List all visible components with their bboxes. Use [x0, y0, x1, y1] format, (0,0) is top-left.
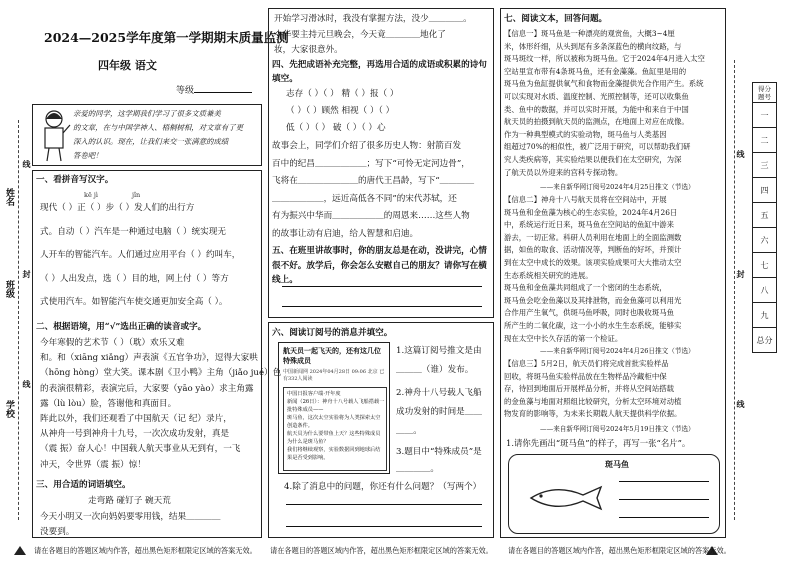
- intro-text: 亲爱的同学，这学期我们学习了很多文质兼美 的文章，在与中国学神人、梧桐树相，对文章有了更 深入的认识。现在，让我们来交一张满意的成绩 答卷吧！: [73, 109, 243, 160]
- score-row: 一: [753, 103, 777, 128]
- footer-warning-3: 请在各题目的答题区域内作答，超出黑色矩形框限定区域的答案无效。: [508, 546, 731, 555]
- source-3: ——来自新华网订阅号2024年5月19日推文（节选）: [540, 425, 695, 433]
- news-body-box: 中国日报客户端·开年度 新闻（26日）：神舟十八号载人飞船搭载一批特殊成员—— 斑马鱼，这次太空实验将为人类探索太空创造条件。 航天员为什么要带鱼上天？这些特殊成员为什么是斑马鱼？ 我们将继续观察，实验数据回到地球后结果是否受到影响。: [283, 387, 387, 471]
- source-1: ——来自新华网订阅号2024年4月25日推文（节选）: [540, 183, 695, 191]
- score-row: 七: [753, 253, 777, 278]
- score-row: 四: [753, 178, 777, 203]
- section7-q1: 1.请你先画出“斑马鱼”的样子，再写一张“名片”。: [506, 438, 691, 448]
- intro-box: [32, 104, 262, 166]
- section3-heading: 三、用合适的词语填空。: [36, 480, 131, 490]
- section7-heading: 七、阅读文本，回答问题。: [504, 14, 608, 24]
- binding-mark: 线: [736, 400, 746, 408]
- binding-mark: 封: [736, 270, 746, 278]
- source-2: ——来自新华网订阅号2024年4月26日推文（节选）: [540, 347, 695, 355]
- section4-text: 故事会上，同学们介绍了很多历史人物：射箭百发 百中的纪昌＿＿＿＿＿＿；写下“可怜无定河边骨”， 飞将在＿＿＿＿＿＿＿的唐代王昌龄，写下“＿＿＿＿ ＿＿＿＿＿＿，远近高低各不同”的宋代苏轼，还 有为振兴中华而＿＿＿＿＿＿的周恩来……这些人物 的故事让动有启迪，给人智慧和启迪。: [272, 141, 475, 239]
- info-2-text: 【信息二】神舟十八号航天员将在空间站中，开展 斑马鱼和金鱼藻为核心的生态实验，2024年4月26日 中，系统运行近日来，斑马鱼在空间站的鱼缸中游来 游去，一切正常。科研人员利用在地面上的全面监测数 据，如鱼的取食、活动情况等，判断鱼的好坏，并预计 到在太空中成长的效果。该项实验成果可大大推动太空 生态系统相关研究的进展。 斑马鱼和金鱼藻共同组成了一个密闭的生态系统， 斑马鱼会吃金鱼藻以及其排泄物，而金鱼藻可以利用光 合作用产生氧气，供斑马鱼呼吸，同时也吸收斑马鱼 所产生的二氧化碳，这一小小的水生生态系统，能够实 现在太空中长久存活的第一个检证。: [504, 195, 682, 343]
- news-meta: 中国新闻网 2024年04月28日 09:06 北京 已有332人阅读: [283, 369, 385, 382]
- answer-line[interactable]: [282, 306, 482, 307]
- section1-heading: 一、看拼音写汉字。: [36, 175, 114, 185]
- score-row: 二: [753, 128, 777, 153]
- binding-mark: 线: [736, 150, 746, 158]
- score-row: 总分: [753, 328, 777, 353]
- score-table: [752, 82, 777, 353]
- pinyin-row: kē jì jǐn: [84, 191, 141, 199]
- idiom-blanks: 志存（ ）（ ） 精（ ）报（ ） （ ）（ ）顾然 相视（ ）（ ） 低（ ）（ ） 破（ ）（ ）心: [286, 89, 399, 133]
- score-row: 三: [753, 153, 777, 178]
- section5-heading: 五、在班里讲故事时，你的朋友总是在动，没讲完，心情很不好。放学后，你会怎么安慰自己的朋友？请你写在横线上。: [272, 246, 487, 285]
- score-row: 六: [753, 228, 777, 253]
- word-bank: 走弯路 碰钉子 碗天荒: [88, 496, 171, 506]
- section6-heading: 六、阅读订阅号的消息并填空。: [272, 328, 393, 338]
- binding-mark: 封: [22, 270, 32, 278]
- section6-q1: 1.这篇订阅号推文是由＿＿＿（谁）发布。: [396, 346, 482, 375]
- answer-line[interactable]: [286, 526, 482, 527]
- answer-line[interactable]: [286, 504, 482, 505]
- info-3-text: 【信息三】5月2日，航天员们将完成首批实验样品 回收，将斑马鱼实验样品放在生物样品冷藏柜中保 存，待回到地面后开展样品分析，并将从空间站搭载 的金鱼藻与地面对照组比较研究，分析太空环境对动植 物发育的影响等，为未来长期载人航天提供科学依据。: [504, 359, 682, 419]
- col2-top-text: 开始学习滑冰时，我没有掌握方法，没少＿＿＿＿。 小华要主持元旦晚会，今天竟＿＿＿＿地化了 妆，大家很意外。: [274, 14, 472, 55]
- score-table-header: 得分 题号: [753, 83, 777, 103]
- footer-warning-2: 请在各题目的答题区域内作答，超出黑色矩形框限定区域的答案无效。: [270, 546, 493, 555]
- name-card-box[interactable]: [508, 454, 720, 534]
- right-binding-line: [734, 60, 735, 520]
- news-card: [278, 342, 390, 474]
- footer-warning-1: 请在各题目的答题区域内作答，超出黑色矩形框限定区域的答案无效。: [34, 546, 257, 555]
- section6-q3: 3.题目中“特殊成员”是＿＿＿＿。: [396, 447, 482, 474]
- answer-line[interactable]: [282, 286, 482, 287]
- card-line[interactable]: [619, 517, 709, 518]
- section2-heading: 二、根据语境，用“√”选出正确的读音或字。: [36, 322, 207, 332]
- card-title: 斑马鱼: [605, 459, 629, 469]
- class-label: 班级: [4, 280, 14, 298]
- grade-subject: 四年级 语文: [98, 59, 157, 72]
- section1-text: 现代（ ）正（ ）步（ ）发人们的出行方 式。自动（ ）汽车是一种通过电脑（ ）统实现无 人开车的智能汽车。人们通过应用平台（ ）约叫车， （ ）人出发点，选（ ）目的地，网上付（ ）等方 式使用汽车。如智能汽车使交通更加安全高（ ）。: [40, 203, 241, 307]
- score-row: 五: [753, 203, 777, 228]
- score-level-label: 等级: [176, 84, 252, 99]
- section6-q2: 2.神舟十八号载人飞船成功发射的时间是＿＿＿＿。: [396, 388, 482, 436]
- card-line[interactable]: [619, 481, 709, 482]
- info-1-text: 【信息一】斑马鱼是一种漂亮的观赏鱼，大概3~4厘 米，体形纤细，从头到尾有多条深蓝色的横向纹路，与 斑马斑纹一样，所以被称为斑马鱼。它于2024年4月进入太空 空站里宣布带有4条斑马鱼，还有金藻藻。鱼缸里是用的 斑马鱼为鱼缸提供氧气和食物而金藻提供光合作用产生。系统 可以实现对水质、温度控制、光照控制等，还可以收集鱼 类、鱼中的数据，并可以实时开展，为能中和来自于中国 航天员的拍摄到航天员的监测点，在地面上对应在成像。 作为一种典型模式的实验动物，斑马鱼与人类基因 组超过70%的相似性，被广泛用于研究，可以帮助我们研 究人类疾病等，其实验结果以便我们在太空研究，为深 了航天员以外迎来的宫科专探动物。: [504, 29, 705, 177]
- news-title: 航天员一起飞天的，还有这几位特殊成员: [283, 346, 381, 365]
- score-row: 八: [753, 278, 777, 303]
- name-label: 姓名: [4, 188, 14, 206]
- school-label: 学校: [4, 400, 14, 418]
- binding-mark: 线: [22, 160, 32, 168]
- binding-mark: 线: [22, 380, 32, 388]
- card-line[interactable]: [619, 499, 709, 500]
- score-row: 九: [753, 303, 777, 328]
- section4-heading: 四、先把成语补充完整，再选用合适的成语或积累的诗句填空。: [272, 60, 487, 84]
- exam-title: 2024—2025学年度第一学期期末质量监测: [44, 30, 289, 45]
- section3-text: 今天小明又一次向妈妈要零用钱，结果＿＿＿＿ 没要到。: [40, 512, 221, 537]
- triangle-mark-icon: [14, 546, 26, 555]
- binding-line: [18, 120, 19, 520]
- section6-q4: 4.除了消息中的问题，你还有什么问题？（写两个）: [284, 482, 482, 492]
- fish-drawing-icon: [525, 481, 605, 515]
- section2-text: 今年寒假的艺术节（ ）（耽）欢乐又难 和。和（xiāng xiǎng）声表演《五官争功》，逗得大家哄 （hōng hòng）堂大笑。课本剧《卫小鸭》主角（jiǎo jué）色 的表演很精彩，表演完后，大家要（yāo yào）求主角露 露（lù lòu）脸，答谢他和真面目。 阵此以外，我们还观看了中国航天（记 纪）录片， 从神舟一号到神舟十九号，一次次成功发射，真是 （震 振）奋人心！中国载人航天事业从无到有，一飞 冲天，令世界（震 振）惊！: [40, 338, 282, 470]
- student-cartoon-icon: [37, 109, 71, 163]
